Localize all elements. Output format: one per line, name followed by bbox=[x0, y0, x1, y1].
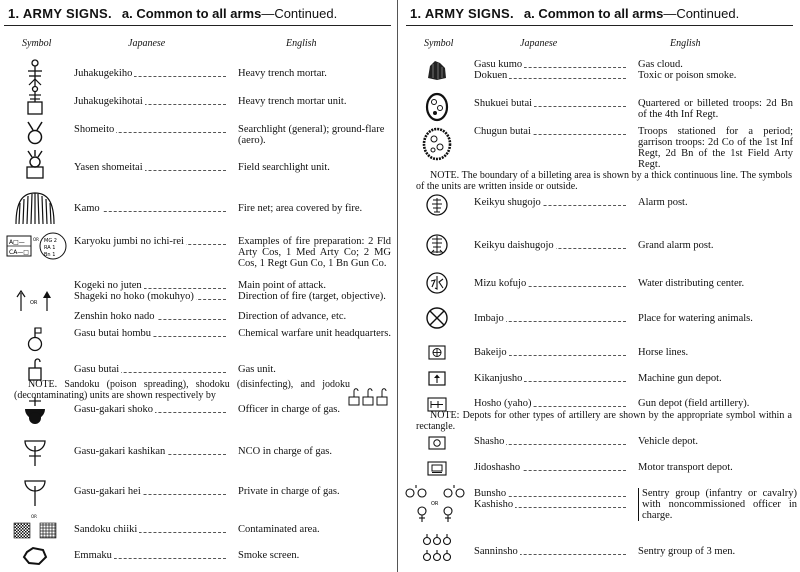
english-term: Sentry group (infantry or cavalry) with noncommissioned officer in charge. bbox=[638, 488, 797, 521]
water-center-icon bbox=[410, 268, 464, 298]
symbol-label: MG 2 bbox=[44, 238, 57, 244]
english-term: Direction of advance, etc. bbox=[238, 311, 347, 322]
contaminated-area-icon bbox=[8, 512, 62, 542]
japanese-term: Dokuen bbox=[474, 70, 632, 81]
english-term: Examples of fire preparation: 2 Fld Arty Cos, 1 Med Arty Co; 2 MG Cos, 1 Regt Gun Co, 1 Bn Gun Co. bbox=[238, 236, 391, 269]
japanese-term: Sanninsho bbox=[474, 546, 632, 557]
field-searchlight-unit-icon bbox=[8, 150, 62, 180]
english-term: Chemical warfare unit headquarters. bbox=[238, 328, 391, 339]
right-column bbox=[402, 0, 797, 572]
english-term: Officer in charge of gas. bbox=[238, 404, 340, 415]
heavy-trench-mortar-unit-icon bbox=[8, 86, 62, 116]
garrison-troops-icon bbox=[410, 126, 464, 162]
japanese-term: Shukuei butai bbox=[474, 98, 632, 109]
alarm-post-icon bbox=[410, 190, 464, 220]
english-term: NCO in charge of gas. bbox=[238, 446, 332, 457]
english-term: Toxic or poison smoke. bbox=[638, 70, 737, 81]
japanese-term: Hosho (yaho) bbox=[474, 398, 632, 409]
symbol-label: CA—□ bbox=[9, 249, 29, 256]
japanese-term: Shasho bbox=[474, 436, 632, 447]
sentry-group-three-icon bbox=[410, 532, 464, 568]
section-title bbox=[8, 6, 337, 22]
grand-alarm-post-icon bbox=[410, 230, 464, 260]
english-term: Main point of attack. bbox=[238, 280, 327, 291]
header-symbol: Symbol bbox=[424, 38, 454, 49]
header-japanese: Japanese bbox=[520, 38, 558, 49]
japanese-term: Juhakugekihotai bbox=[74, 96, 232, 107]
continued-text: —Continued. bbox=[663, 6, 740, 21]
japanese-term: Gasu butai bbox=[74, 364, 232, 375]
or-label: OR bbox=[33, 237, 39, 242]
english-term: Place for watering animals. bbox=[638, 313, 753, 324]
fire-preparation-icon bbox=[6, 232, 68, 262]
english-term: Vehicle depot. bbox=[638, 436, 699, 447]
note-text: NOTE. Sandoku (poison spreading), shodoku (disinfecting), and jodoku (decontaminating) units are shown respectively by bbox=[14, 379, 350, 401]
english-term: Searchlight (general); ground-flare (aero). bbox=[238, 124, 385, 146]
title-text: 1. ARMY SIGNS. bbox=[410, 6, 514, 21]
japanese-term: Gasu-gakari hei bbox=[74, 486, 232, 497]
or-label: OR bbox=[431, 501, 439, 507]
japanese-term: Sandoku chiiki bbox=[74, 524, 232, 535]
gas-officer-icon bbox=[8, 396, 62, 426]
title-text: 1. ARMY SIGNS. bbox=[8, 6, 112, 21]
english-term: Grand alarm post. bbox=[638, 240, 714, 251]
english-term: Alarm post. bbox=[638, 197, 688, 208]
gas-cloud-icon bbox=[410, 55, 464, 85]
gas-nco-icon bbox=[8, 438, 62, 468]
continued-text: —Continued. bbox=[261, 6, 338, 21]
header-japanese: Japanese bbox=[128, 38, 166, 49]
chemical-warfare-hq-icon bbox=[8, 324, 62, 354]
watering-place-icon bbox=[410, 303, 464, 333]
english-term: Gas unit. bbox=[238, 364, 276, 375]
japanese-term: Jidoshasho bbox=[474, 462, 632, 473]
or-label: OR bbox=[31, 514, 37, 519]
japanese-term: Imbajo bbox=[474, 313, 632, 324]
japanese-term: Juhakugekiho bbox=[74, 68, 232, 79]
english-term: Contaminated area. bbox=[238, 524, 320, 535]
japanese-term: Gasu-gakari shoko bbox=[74, 404, 232, 415]
direction-arrows-icon bbox=[8, 286, 62, 316]
subtitle-text: a. Common to all arms bbox=[121, 6, 262, 21]
english-term: Fire net; area covered by fire. bbox=[238, 203, 363, 214]
english-term: Field searchlight unit. bbox=[238, 162, 330, 173]
left-column bbox=[0, 0, 395, 572]
english-term: Private in charge of gas. bbox=[238, 486, 340, 497]
japanese-term: Kogeki no juten bbox=[74, 280, 232, 291]
japanese-term: Keikyu shugojo bbox=[474, 197, 632, 208]
fire-net-icon bbox=[8, 190, 62, 226]
japanese-term: Bunsho bbox=[474, 488, 632, 499]
english-term: Motor transport depot. bbox=[638, 462, 733, 473]
symbol-label: RA 1 bbox=[44, 245, 56, 251]
sentry-group-icon bbox=[404, 484, 466, 524]
or-label: OR bbox=[30, 300, 38, 306]
english-term: Gun depot (field artillery). bbox=[638, 398, 750, 409]
japanese-term: Shomeito bbox=[74, 124, 232, 135]
english-term: Horse lines. bbox=[638, 347, 689, 358]
english-term: Quartered or billeted troops: 2d Bn of the 4th Inf Regt. bbox=[638, 98, 793, 120]
title-rule bbox=[4, 25, 391, 26]
header-symbol: Symbol bbox=[22, 38, 52, 49]
note-text: NOTE. The boundary of a billeting area is shown by a thick continuous line. The symbols of the units are written inside or outside. bbox=[416, 170, 792, 192]
smoke-screen-icon bbox=[8, 544, 62, 568]
japanese-term: Emmaku bbox=[74, 550, 232, 561]
japanese-term: Zenshin hoko nado bbox=[74, 311, 232, 322]
table-row bbox=[402, 484, 797, 528]
english-term: Direction of fire (target, objective). bbox=[238, 291, 386, 302]
japanese-term: Kashisho bbox=[474, 499, 632, 510]
japanese-term: Mizu kofujo bbox=[474, 278, 632, 289]
japanese-term: Shageki no hoko (mokuhyo) bbox=[74, 291, 232, 302]
english-term: Sentry group of 3 men. bbox=[638, 546, 736, 557]
subtitle-text: a. Common to all arms bbox=[523, 6, 664, 21]
symbol-label: A□— bbox=[9, 239, 25, 246]
japanese-term: Gasu butai hombu bbox=[74, 328, 232, 339]
japanese-term: Gasu kumo bbox=[474, 59, 632, 70]
gas-private-icon bbox=[8, 478, 62, 508]
japanese-term: Chugun butai bbox=[474, 126, 632, 137]
english-term: Heavy trench mortar unit. bbox=[238, 96, 347, 107]
japanese-term: Karyoku jumbi no ichi-rei bbox=[74, 236, 232, 247]
japanese-term: Yasen shomeitai bbox=[74, 162, 232, 173]
english-term: Machine gun depot. bbox=[638, 373, 722, 384]
symbol-label: Bn 1 bbox=[44, 252, 56, 258]
header-english: English bbox=[670, 38, 701, 49]
english-term: Troops stationed for a period; garrison troops: 2d Co of the 1st Inf Regt, 2d Bn of the 1st Field Arty Regt. bbox=[638, 126, 793, 170]
header-english: English bbox=[286, 38, 317, 49]
heavy-trench-mortar-icon bbox=[8, 58, 62, 88]
english-term: Gas cloud. bbox=[638, 59, 683, 70]
title-rule bbox=[406, 25, 793, 26]
english-term: Heavy trench mortar. bbox=[238, 68, 327, 79]
japanese-term: Keikyu daishugojo bbox=[474, 240, 632, 251]
section-title bbox=[410, 6, 739, 22]
searchlight-icon bbox=[8, 118, 62, 148]
note-text: NOTE: Depots for other types of artillery are shown by the appropriate symbol within a rectangle. bbox=[416, 410, 792, 432]
japanese-term: Kamo bbox=[74, 203, 232, 214]
table-row bbox=[0, 280, 395, 320]
english-term: Smoke screen. bbox=[238, 550, 300, 561]
japanese-term: Bakeijo bbox=[474, 347, 632, 358]
japanese-term: Gasu-gakari kashikan bbox=[74, 446, 232, 457]
english-term: Water distributing center. bbox=[638, 278, 745, 289]
japanese-term: Kikanjusho bbox=[474, 373, 632, 384]
column-divider bbox=[397, 0, 398, 572]
motor-transport-depot-icon bbox=[410, 454, 464, 484]
billeted-troops-icon bbox=[410, 92, 464, 122]
